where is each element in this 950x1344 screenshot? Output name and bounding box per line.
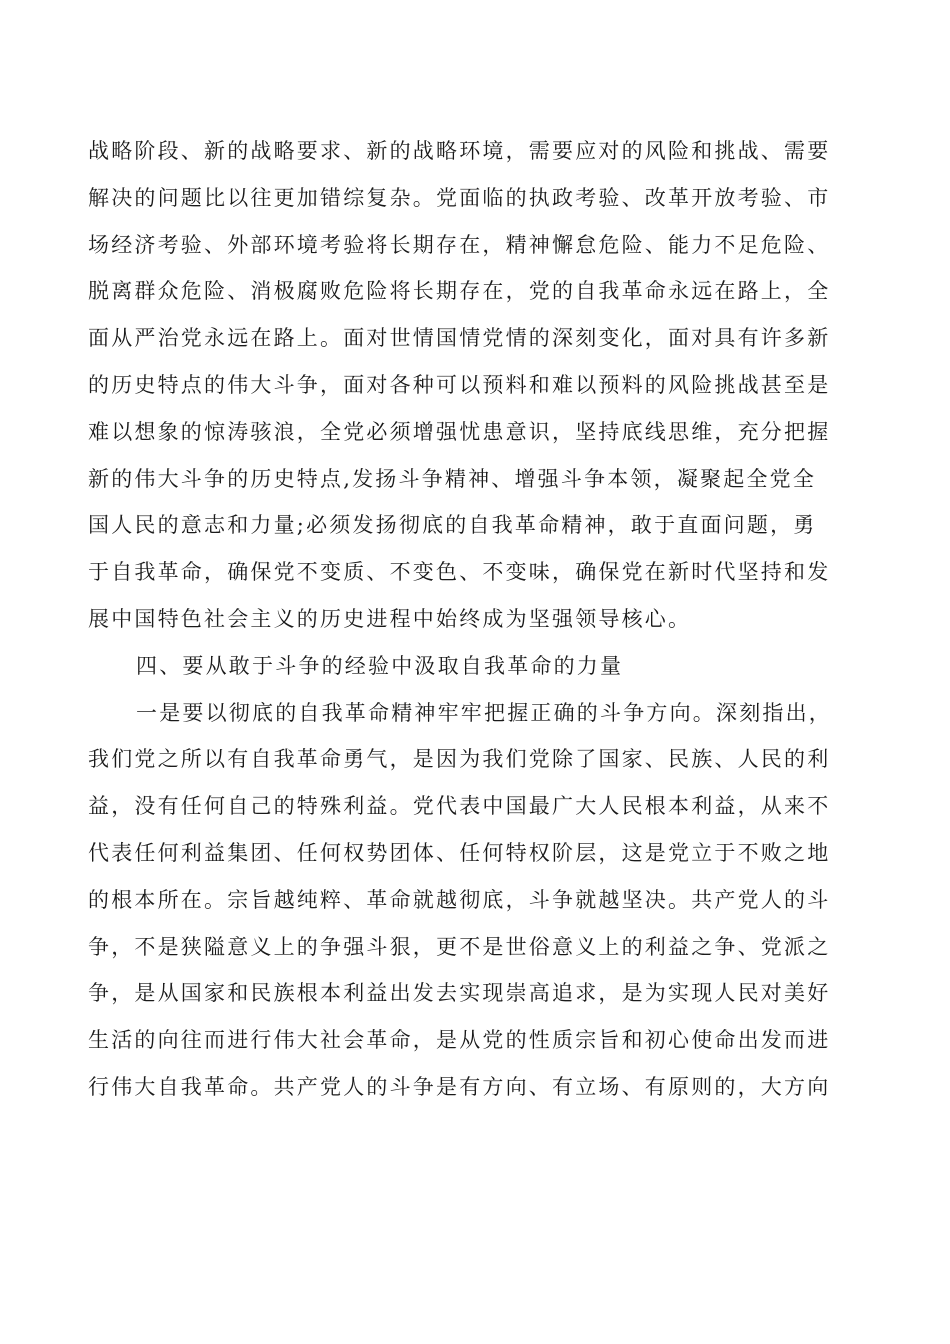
text-line: 行伟大自我革命。共产党人的斗争是有方向、有立场、有原则的，大方向 xyxy=(88,1074,831,1099)
text-line: 面从严治党永远在路上。面对世情国情党情的深刻变化，面对具有许多新 xyxy=(88,326,831,351)
text-line: 解决的问题比以往更加错综复杂。党面临的执政考验、改革开放考验、市 xyxy=(88,185,831,210)
text-line: 展中国特色社会主义的历史进程中始终成为坚强领导核心。 xyxy=(88,606,692,631)
text-line: 新的伟大斗争的历史特点,发扬斗争精神、增强斗争本领，凝聚起全党全 xyxy=(88,466,817,491)
text-line: 的历史特点的伟大斗争，面对各种可以预料和难以预料的风险挑战甚至是 xyxy=(88,372,831,397)
text-line: 生活的向往而进行伟大社会革命，是从党的性质宗旨和初心使命出发而进 xyxy=(88,1028,831,1053)
section-heading: 四、要从敢于斗争的经验中汲取自我革命的力量 xyxy=(136,653,624,678)
text-line: 争，不是狭隘意义上的争强斗狠，更不是世俗意义上的利益之争、党派之 xyxy=(88,934,831,959)
text-line: 国人民的意志和力量;必须发扬彻底的自我革命精神，敢于直面问题，勇 xyxy=(88,513,817,538)
text-line: 一是要以彻底的自我革命精神牢牢把握正确的斗争方向。深刻指出， xyxy=(136,700,832,725)
text-line: 争，是从国家和民族根本利益出发去实现崇高追求，是为实现人民对美好 xyxy=(88,981,831,1006)
text-line: 场经济考验、外部环境考验将长期存在，精神懈怠危险、能力不足危险、 xyxy=(88,232,831,257)
text-line: 代表任何利益集团、任何权势团体、任何特权阶层，这是党立于不败之地 xyxy=(88,840,831,865)
document-body xyxy=(88,128,864,1111)
text-line: 战略阶段、新的战略要求、新的战略环境，需要应对的风险和挑战、需要 xyxy=(88,139,831,163)
text-line: 于自我革命，确保党不变质、不变色、不变味，确保党在新时代坚持和发 xyxy=(88,560,831,585)
text-line: 我们党之所以有自我革命勇气，是因为我们党除了国家、民族、人民的利 xyxy=(88,747,831,772)
text-line: 的根本所在。宗旨越纯粹、革命就越彻底，斗争就越坚决。共产党人的斗 xyxy=(88,887,831,912)
text-line: 脱离群众危险、消极腐败危险将长期存在，党的自我革命永远在路上，全 xyxy=(88,279,831,304)
text-line: 益，没有任何自己的特殊利益。党代表中国最广大人民根本利益，从来不 xyxy=(88,794,831,819)
text-line: 难以想象的惊涛骇浪，全党必须增强忧患意识，坚持底线思维，充分把握 xyxy=(88,419,831,444)
